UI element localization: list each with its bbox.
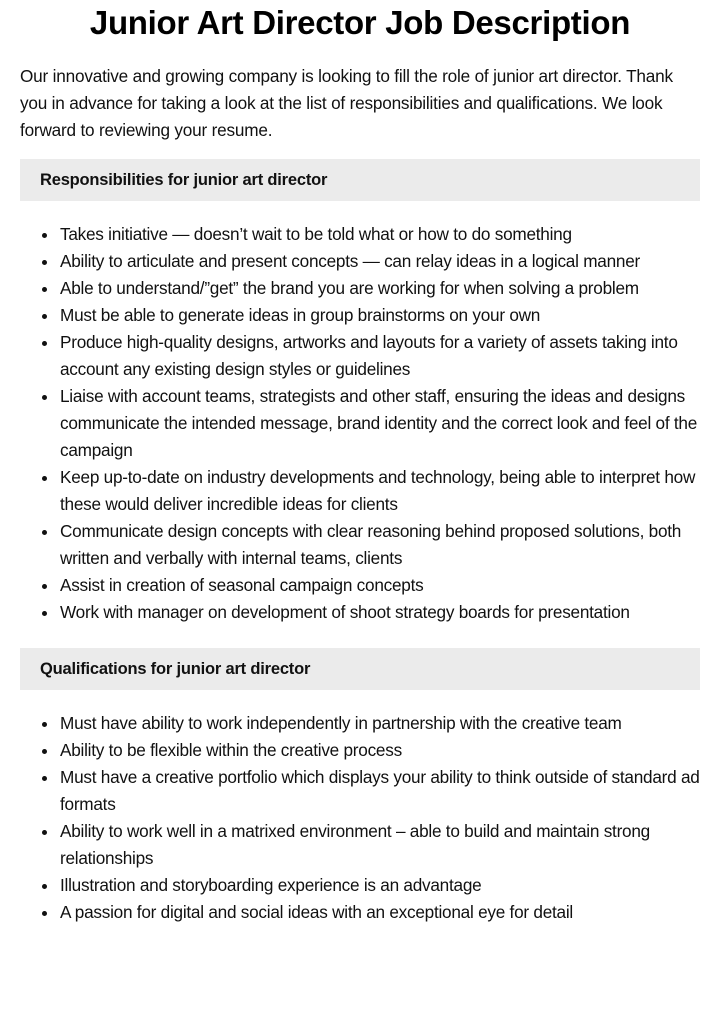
bullet-icon <box>42 233 47 238</box>
list-item-text: A passion for digital and social ideas with an exceptional eye for detail <box>60 902 573 922</box>
list-item <box>60 221 700 248</box>
bullet-icon <box>42 584 47 589</box>
list-item-text: Assist in creation of seasonal campaign concepts <box>60 575 424 595</box>
bullet-icon <box>42 476 47 481</box>
list-item-text: Work with manager on development of shoot strategy boards for presentation <box>60 602 630 622</box>
list-item <box>60 248 700 275</box>
list-item-text: Able to understand/”get” the brand you are working for when solving a problem <box>60 278 639 298</box>
list-item <box>60 737 700 764</box>
bullet-icon <box>42 395 47 400</box>
list-item-text: Ability to work well in a matrixed environment – able to build and maintain strong relationships <box>60 821 650 868</box>
list-item <box>60 302 700 329</box>
bullet-icon <box>42 260 47 265</box>
qualifications-header: Qualifications for junior art director <box>20 648 700 690</box>
intro-paragraph: Our innovative and growing company is looking to fill the role of junior art director. Thank you in advance for taking a look at the list of responsibilities and qualifications. We look forward to reviewing your resume. <box>20 66 673 140</box>
page-title: Junior Art Director Job Description <box>89 4 631 41</box>
bullet-icon <box>42 611 47 616</box>
list-item-text: Must be able to generate ideas in group brainstorms on your own <box>60 305 541 325</box>
list-item <box>60 518 700 572</box>
responsibilities-header: Responsibilities for junior art director <box>20 159 700 201</box>
list-item <box>60 872 700 899</box>
list-item-text: Takes initiative — doesn’t wait to be told what or how to do something <box>60 224 572 244</box>
list-item <box>60 818 700 872</box>
bullet-icon <box>42 314 47 319</box>
bullet-icon <box>42 776 47 781</box>
bullet-icon <box>42 341 47 346</box>
list-item <box>60 599 700 626</box>
list-item-text: Must have ability to work independently in partnership with the creative team <box>60 713 622 733</box>
list-item-text: Produce high-quality designs, artworks and layouts for a variety of assets taking into account any existing design styles or guidelines <box>60 332 678 379</box>
responsibilities-list <box>20 221 700 626</box>
list-item <box>60 329 700 383</box>
list-item <box>60 464 700 518</box>
list-item-text: Illustration and storyboarding experience is an advantage <box>60 875 482 895</box>
bullet-icon <box>42 530 47 535</box>
list-item-text: Keep up-to-date on industry developments and technology, being able to interpret how these would deliver incredible ideas for clients <box>60 467 696 514</box>
list-item <box>60 275 700 302</box>
bullet-icon <box>42 911 47 916</box>
list-item <box>60 764 700 818</box>
list-item <box>60 710 700 737</box>
bullet-icon <box>42 287 47 292</box>
list-item-text: Ability to articulate and present concepts — can relay ideas in a logical manner <box>60 251 640 271</box>
list-item <box>60 572 700 599</box>
qualifications-list <box>20 710 700 926</box>
list-item-text: Ability to be flexible within the creative process <box>60 740 402 760</box>
bullet-icon <box>42 884 47 889</box>
list-item <box>60 899 700 926</box>
bullet-icon <box>42 722 47 727</box>
list-item-text: Must have a creative portfolio which displays your ability to think outside of standard ad formats <box>60 767 700 814</box>
list-item <box>60 383 700 464</box>
bullet-icon <box>42 749 47 754</box>
list-item-text: Communicate design concepts with clear reasoning behind proposed solutions, both written and verbally with internal teams, clients <box>60 521 682 568</box>
bullet-icon <box>42 830 47 835</box>
list-item-text: Liaise with account teams, strategists and other staff, ensuring the ideas and designs communicate the intended message, brand identity and the correct look and feel of the campaign <box>60 386 698 460</box>
